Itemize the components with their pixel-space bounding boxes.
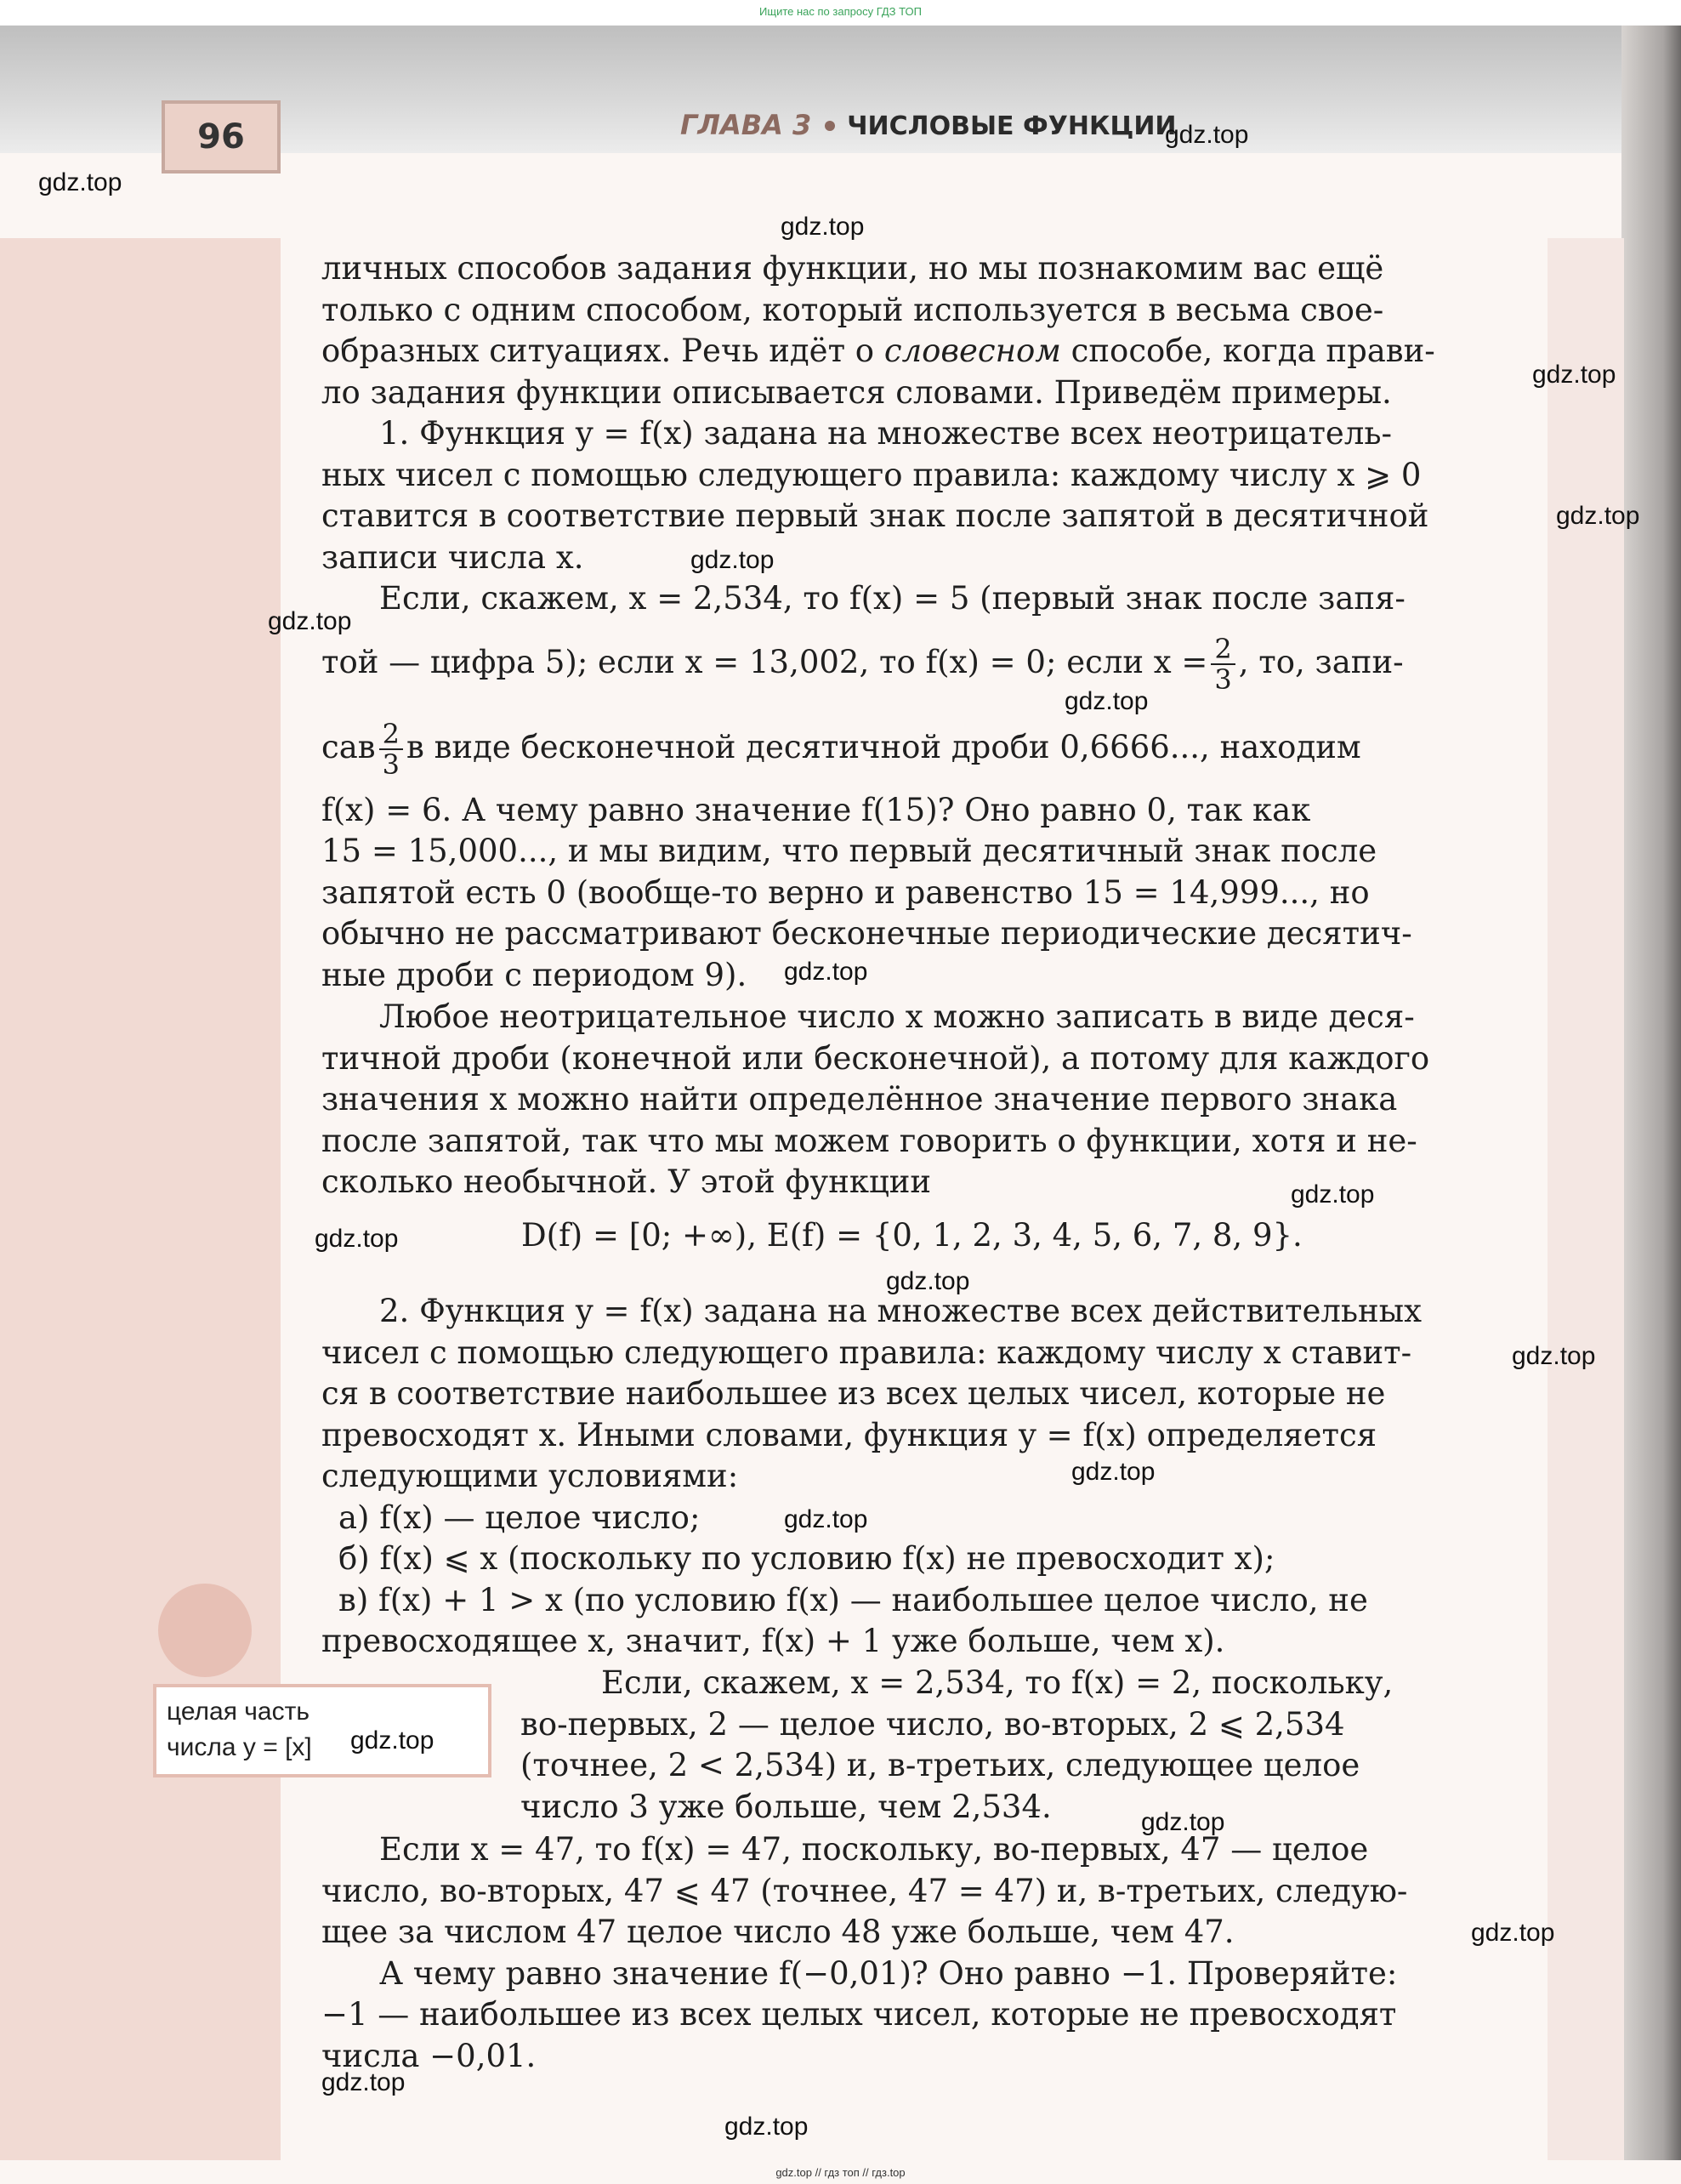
watermark: gdz.top	[38, 168, 122, 196]
text-line: −1 — наибольшее из всех целых чисел, которые не превосходят	[321, 1996, 1397, 2033]
text-line: сколько необычной. У этой функции	[321, 1163, 932, 1200]
text-line: записи числа x.	[321, 538, 584, 576]
condition-b: б) f(x) ⩽ x (поскольку по условию f(x) не превосходит x);	[338, 1540, 1275, 1577]
watermark: gdz.top	[1471, 1919, 1555, 1947]
text-line: ло задания функции описывается словами. Приведём примеры.	[321, 373, 1392, 411]
chapter-heading	[680, 109, 1177, 141]
text-line: следующими условиями:	[321, 1458, 739, 1494]
text-line: значения x можно найти определённое значение первого знака	[321, 1081, 1398, 1118]
watermark: gdz.top	[1291, 1180, 1375, 1209]
text-line: Если, скажем, x = 2,534, то f(x) = 2, поскольку,	[601, 1664, 1394, 1701]
margin-band	[0, 238, 281, 2160]
text-line-with-fraction	[321, 620, 1512, 705]
page-edge-shadow	[1621, 26, 1681, 2160]
text-line: А чему равно значение f(−0,01)? Оно равно −1. Проверяйте:	[379, 1954, 1398, 1992]
watermark: gdz.top	[315, 1225, 399, 1253]
text-run: той — цифра 5); если x = 13,002, то f(x) = 0; если x =	[321, 643, 1208, 680]
text-line: (точнее, 2 < 2,534) и, в-третьих, следующее целое	[520, 1747, 1360, 1783]
text-line: во-первых, 2 — целое число, во-вторых, 2 ⩽ 2,534	[520, 1705, 1345, 1743]
fraction-numerator: 2	[1211, 634, 1235, 665]
emphasis-word: словесном	[883, 333, 1061, 369]
bottom-note: gdz.top // гдз топ // гдз.top	[775, 2166, 906, 2179]
text-line: чисел с помощью следующего правила: каждому числу x ставит-	[321, 1334, 1412, 1371]
fraction-denominator: 3	[1214, 663, 1232, 696]
text-line: запятой есть 0 (вообще-то верно и равенство 15 = 14,999..., но	[321, 873, 1370, 911]
text-line: личных способов задания функции, но мы познакомим вас ещё	[321, 250, 1384, 287]
example-1-detail	[321, 578, 1512, 996]
watermark: gdz.top	[350, 1726, 434, 1755]
fraction-denominator: 3	[382, 748, 400, 781]
watermark: gdz.top	[1165, 121, 1249, 149]
paragraph-2	[321, 997, 1512, 1256]
chapter-label: ГЛАВА 3	[680, 109, 812, 141]
example-2	[321, 1291, 1512, 1663]
watermark: gdz.top	[690, 546, 775, 574]
condition-a: а) f(x) — целое число;	[338, 1499, 701, 1536]
text-line: ные дроби с периодом 9).	[321, 956, 747, 993]
text-line: после запятой, так что мы можем говорить о функции, хотя и не-	[321, 1122, 1417, 1159]
watermark: gdz.top	[268, 607, 352, 635]
sidebar-definition-box	[153, 1684, 491, 1777]
sidebar-line: целая часть	[167, 1698, 310, 1726]
bullet-icon	[825, 121, 835, 131]
page-number: 96	[162, 100, 281, 173]
text-line-with-fraction	[321, 705, 1512, 790]
text-line: только с одним способом, который используется в весьма свое-	[321, 291, 1384, 328]
text-run: образных ситуациях. Речь идёт о	[321, 333, 884, 369]
watermark: gdz.top	[1512, 1342, 1596, 1370]
text-line: 2. Функция y = f(x) задана на множестве всех действительных	[379, 1293, 1422, 1329]
text-line: щее за числом 47 целое число 48 уже больше, чем 47.	[321, 1914, 1235, 1950]
sidebar-line: числа y = [x]	[167, 1733, 312, 1761]
text-line: 15 = 15,000..., и мы видим, что первый десятичный знак после	[321, 833, 1377, 869]
text-line: превосходят x. Иными словами, функция y = f(x) определяется	[321, 1416, 1377, 1453]
example-2-continued	[321, 1829, 1512, 2077]
fraction	[1211, 634, 1235, 694]
watermark: gdz.top	[1071, 1458, 1156, 1486]
watermark: gdz.top	[886, 1267, 970, 1295]
watermark: gdz.top	[781, 213, 865, 241]
text-line: число 3 уже больше, чем 2,534.	[520, 1788, 1052, 1825]
text-line: Если x = 47, то f(x) = 47, поскольку, во-первых, 47 — целое	[379, 1831, 1369, 1868]
text-line: ставится в соответствие первый знак после запятой в десятичной	[321, 498, 1429, 534]
text-line: обычно не рассматривают бесконечные периодические десятич-	[321, 915, 1412, 952]
watermark: gdz.top	[321, 2068, 406, 2096]
example-2-detail	[520, 1663, 1515, 1828]
condition-c: в) f(x) + 1 > x (по условию f(x) — наибольшее целое число, не	[338, 1581, 1368, 1618]
text-line: превосходящее x, значит, f(x) + 1 уже больше, чем x).	[321, 1623, 1225, 1659]
text-line: 1. Функция y = f(x) задана на множестве всех неотрицатель-	[379, 415, 1392, 452]
watermark: gdz.top	[784, 958, 868, 986]
fraction	[379, 719, 403, 779]
watermark: gdz.top	[1556, 502, 1640, 530]
text-run: , то, запи-	[1238, 643, 1404, 680]
text-line: Любое неотрицательное число x можно записать в виде деся-	[379, 998, 1415, 1035]
top-note: Ищите нас по запросу ГДЗ ТОП	[759, 5, 922, 18]
text-line: тичной дроби (конечной или бесконечной), а потому для каждого	[321, 1039, 1430, 1077]
text-line: Если, скажем, x = 2,534, то f(x) = 5 (первый знак после запя-	[379, 580, 1406, 617]
chapter-title: ЧИСЛОВЫЕ ФУНКЦИИ	[847, 111, 1177, 141]
fraction-numerator: 2	[379, 719, 403, 750]
watermark: gdz.top	[1065, 687, 1149, 715]
text-run: в виде бесконечной десятичной дроби 0,6666..., находим	[406, 728, 1361, 765]
text-run: способе, когда прави-	[1060, 333, 1435, 369]
formula-domain-range: D(f) = [0; +∞), E(f) = {0, 1, 2, 3, 4, 5, 6, 7, 8, 9}.	[521, 1216, 1303, 1254]
watermark: gdz.top	[784, 1505, 868, 1533]
text-run: сав	[321, 728, 376, 765]
text-line: числа −0,01.	[321, 2037, 537, 2074]
watermark: gdz.top	[724, 2113, 809, 2141]
text-line: число, во-вторых, 47 ⩽ 47 (точнее, 47 = 47) и, в-третьих, следую-	[321, 1872, 1408, 1909]
watermark: gdz.top	[1141, 1808, 1225, 1836]
text-line: f(x) = 6. А чему равно значение f(15)? Оно равно 0, так как	[321, 791, 1311, 828]
definition-marker-icon	[158, 1584, 252, 1677]
text-line: ся в соответствие наибольшее из всех целых чисел, которые не	[321, 1375, 1386, 1412]
paragraph-intro	[321, 248, 1512, 578]
text-line	[321, 331, 1512, 373]
watermark: gdz.top	[1532, 361, 1616, 389]
text-line: ных чисел с помощью следующего правила: каждому числу x ⩾ 0	[321, 456, 1422, 493]
